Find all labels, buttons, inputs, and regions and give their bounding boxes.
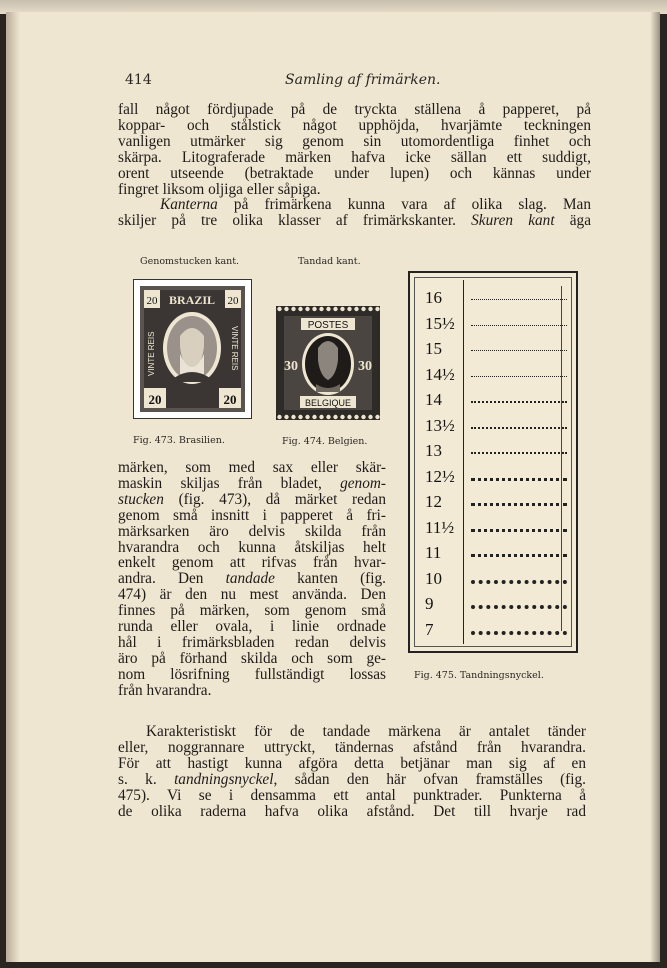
fig474-caption: Fig. 474. Belgien.	[282, 436, 368, 447]
text-line: fingret liksom oljiga eller såpiga.	[118, 180, 321, 198]
text-line: hål i frimärksbladen redan delvis	[118, 633, 386, 651]
gauge-dot-row	[471, 529, 567, 532]
page-gutter-shadow	[6, 12, 20, 962]
gauge-dot-row	[471, 554, 567, 557]
text-line: skärpa. Litograferade märken hafva icke sällan ett suddigt,	[118, 148, 591, 166]
text-line: från hvarandra.	[118, 681, 212, 699]
text-line: orent utseende (betraktade under lupen) och kännas under	[118, 164, 591, 182]
stamp-brazil-engraving	[134, 280, 251, 418]
gauge-dot-row	[471, 631, 567, 635]
gauge-value-label: 9	[425, 594, 434, 613]
text-line: enkelt genom att rifvas från hvar-	[118, 554, 386, 572]
gauge-dot-row	[471, 376, 567, 377]
gauge-dot-row	[471, 478, 567, 481]
stamp-corner-value: 20	[223, 392, 237, 407]
perforation-gauge	[408, 271, 578, 653]
text-line: hvarandra och kunna åtskiljas helt	[118, 538, 386, 556]
gauge-value-label: 13	[425, 441, 442, 460]
text-line: 474) är den nu mest använda. Den	[118, 586, 386, 604]
stamp-side-text: VINTE REIS	[230, 326, 239, 371]
gauge-value-label: 11	[425, 543, 442, 562]
gauge-dot-row	[471, 350, 567, 351]
gauge-value-label: 10	[425, 568, 442, 588]
gauge-dot-row	[471, 580, 567, 584]
gauge-inner-frame	[414, 277, 572, 647]
gauge-dot-row	[471, 401, 567, 403]
text-line: maskin skiljas från bladet, genom-	[118, 474, 386, 492]
text-line: fall något fördjupade på de tryckta ställena å papperet, på	[118, 101, 591, 118]
stamp-belgium-engraving	[276, 306, 380, 420]
running-title: Samling af frimärken.	[285, 72, 441, 88]
stamp-corner-value: 20	[227, 295, 239, 307]
italic-term: stucken	[118, 490, 164, 508]
gauge-value-label: 15	[425, 339, 442, 358]
text-line: äro på förhand skilda och som ge-	[118, 649, 386, 667]
text-line-edges: Kanterna på frimärkena kunna vara af olika slag. Man	[160, 196, 591, 214]
stamp-corner-value: 30	[358, 359, 372, 374]
gauge-dot-row	[471, 427, 567, 429]
gauge-value-label: 12½	[425, 466, 455, 486]
paragraph-gauge-explanation	[118, 724, 586, 819]
gauge-dot-row	[471, 605, 567, 609]
gauge-dot-row	[471, 299, 567, 300]
gauge-dot-row	[471, 452, 567, 454]
text-line: nom lösrifning fullständigt lossas	[118, 665, 386, 683]
paragraph-edge-types	[118, 460, 386, 699]
page-number: 414	[125, 72, 152, 88]
text-line: andra. Den tandade kanten (fig.	[118, 570, 386, 588]
text-line: stucken (fig. 473), då märket redan	[118, 490, 386, 508]
italic-term: tandade	[225, 570, 275, 588]
italic-term: genom-	[340, 474, 386, 492]
gauge-value-label: 15½	[425, 313, 455, 333]
stamp-side-text: VINTE REIS	[147, 331, 156, 376]
text-line: märksarken äro delvis skilda från	[118, 522, 386, 540]
label-cut-edge: Genomstucken kant.	[140, 256, 240, 267]
italic-term: tandningsnyckel	[174, 770, 274, 788]
fig473-caption: Fig. 473. Brasilien.	[133, 435, 225, 446]
text-line: märken, som med sax eller skär-	[118, 459, 386, 476]
stamp-belgium-figure	[276, 306, 380, 420]
text-line: genom små insnitt i papperet å fri-	[118, 506, 386, 524]
gauge-dot-row	[471, 325, 567, 326]
text-line-cut-edge: skiljer på tre olika klasser af frimärkskanter. Skuren kant äga	[118, 212, 591, 230]
text-line: s. k. tandningsnyckel, sådan den här ofvan framställes (fig.	[118, 770, 586, 788]
stamp-corner-value: 20	[148, 392, 162, 407]
text-line: vanligen utmärker sig genom sin utomordentliga finhet och	[118, 132, 591, 150]
gauge-value-label: 13½	[425, 415, 455, 435]
italic-term: Skuren kant	[471, 212, 555, 230]
text-line: finnes på märken, som genom små	[118, 602, 386, 620]
stamp-corner-value: 30	[284, 359, 298, 374]
italic-term: Kanterna	[160, 196, 218, 214]
text-line: runda eller ovala, i linie ordnade	[118, 618, 386, 636]
text-line: Karakteristiskt för de tandade märkena är antalet tänder	[146, 723, 586, 740]
paragraph-materials	[118, 102, 591, 229]
gauge-value-label: 7	[425, 619, 434, 639]
gauge-divider-line	[463, 280, 464, 644]
gauge-value-label: 11½	[425, 517, 455, 537]
page-right-edge	[650, 12, 660, 962]
stamp-corner-value: 20	[146, 295, 158, 307]
fig475-caption: Fig. 475. Tandningsnyckel.	[414, 670, 544, 681]
text-line: För att hastigt kunna afgöra detta betjänar man sig af en	[118, 754, 586, 772]
stamp-brazil-figure	[133, 279, 252, 419]
stamp-country-belgique: BELGIQUE	[304, 398, 352, 408]
gauge-value-label: 14½	[425, 364, 455, 384]
gauge-dot-row	[471, 503, 567, 506]
gauge-value-label: 12	[425, 492, 442, 511]
gauge-value-label: 14	[425, 390, 442, 409]
gauge-value-label: 16	[425, 288, 442, 307]
text-line: 475). Vi se i densamma ett antal punktrader. Punkterna å	[118, 786, 586, 804]
text-line: eller, noggrannare uttryckt, tändernas afstånd från hvarandra.	[118, 738, 586, 756]
text-line: de olika raderna hafva olika afstånd. Det till hvarje rad	[118, 802, 586, 820]
label-perforated-edge: Tandad kant.	[298, 256, 361, 267]
text-line: koppar- och stålstick något upphöjda, hvarjämte teckningen	[118, 116, 591, 134]
stamp-country-brazil: BRAZIL	[168, 293, 216, 307]
stamp-country-postes: POSTES	[307, 320, 349, 331]
